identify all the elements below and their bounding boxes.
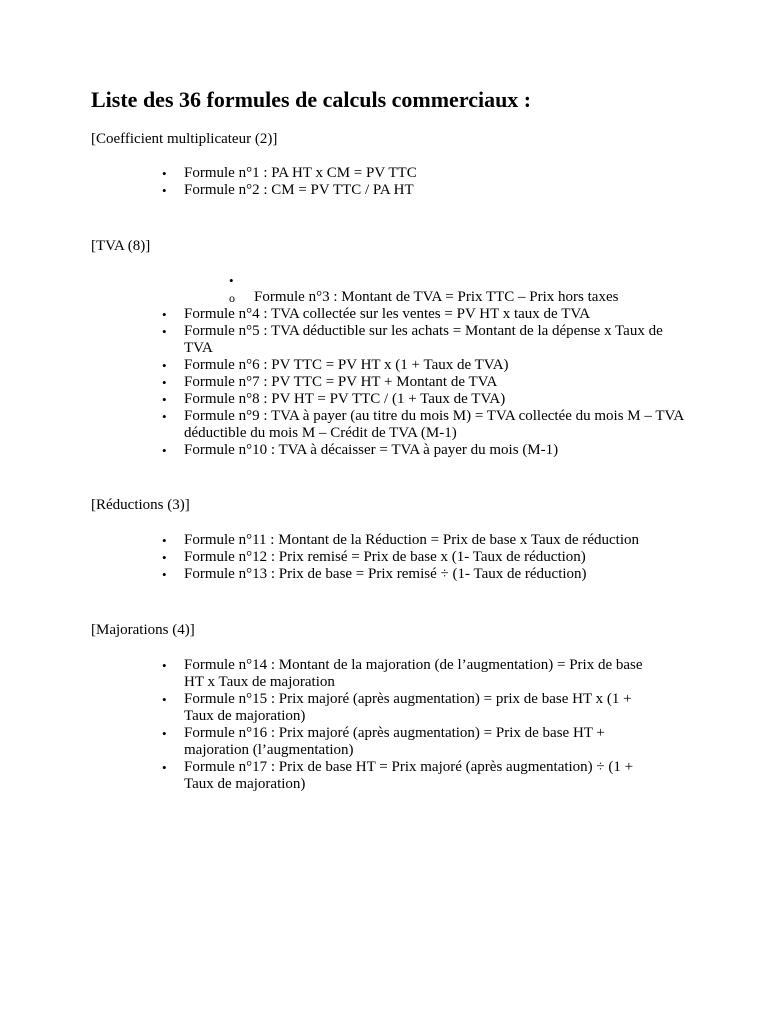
empty-bullet: • (229, 273, 234, 288)
list-item: • Formule n°8 : PV HT = PV TTC / (1 + Taux de TVA) (184, 391, 684, 408)
formula-list-coefficient (184, 165, 684, 199)
list-item: • Formule n°14 : Montant de la majoration (de l’augmentation) = Prix de base HT x Taux de majoration (184, 657, 659, 691)
list-item: • Formule n°4 : TVA collectée sur les ventes = PV HT x taux de TVA (184, 306, 684, 323)
section-heading-reductions: [Réductions (3)] (91, 497, 190, 513)
circle-bullet-icon: o (229, 291, 235, 305)
formula-list-majorations (184, 657, 659, 793)
list-item: • Formule n°6 : PV TTC = PV HT x (1 + Taux de TVA) (184, 357, 684, 374)
sub-list-item: Formule n°3 : Montant de TVA = Prix TTC – Prix hors taxes (254, 289, 619, 305)
formula-list-tva (184, 306, 684, 459)
formula-list-reductions (184, 532, 684, 583)
list-item: • Formule n°12 : Prix remisé = Prix de base x (1- Taux de réduction) (184, 549, 684, 566)
list-item: • Formule n°2 : CM = PV TTC / PA HT (184, 182, 684, 199)
list-item: • Formule n°13 : Prix de base = Prix remisé ÷ (1- Taux de réduction) (184, 566, 684, 583)
list-item: • Formule n°7 : PV TTC = PV HT + Montant de TVA (184, 374, 684, 391)
list-item: • Formule n°9 : TVA à payer (au titre du mois M) = TVA collectée du mois M – TVA déductible du mois M – Crédit de TVA (M-1) (184, 408, 684, 442)
list-item: • Formule n°15 : Prix majoré (après augmentation) = prix de base HT x (1 + Taux de majoration) (184, 691, 659, 725)
section-heading-coefficient: [Coefficient multiplicateur (2)] (91, 131, 278, 147)
list-item: • Formule n°11 : Montant de la Réduction = Prix de base x Taux de réduction (184, 532, 684, 549)
list-item: • Formule n°1 : PA HT x CM = PV TTC (184, 165, 684, 182)
list-item: • Formule n°16 : Prix majoré (après augmentation) = Prix de base HT + majoration (l’augmentation) (184, 725, 659, 759)
list-item: • Formule n°5 : TVA déductible sur les achats = Montant de la dépense x Taux de TVA (184, 323, 684, 357)
list-item: • Formule n°17 : Prix de base HT = Prix majoré (après augmentation) ÷ (1 + Taux de majoration) (184, 759, 659, 793)
list-item: • Formule n°10 : TVA à décaisser = TVA à payer du mois (M-1) (184, 442, 684, 459)
page-title: Liste des 36 formules de calculs commerciaux : (91, 87, 532, 112)
section-heading-majorations: [Majorations (4)] (91, 622, 195, 638)
section-heading-tva: [TVA (8)] (91, 238, 151, 254)
